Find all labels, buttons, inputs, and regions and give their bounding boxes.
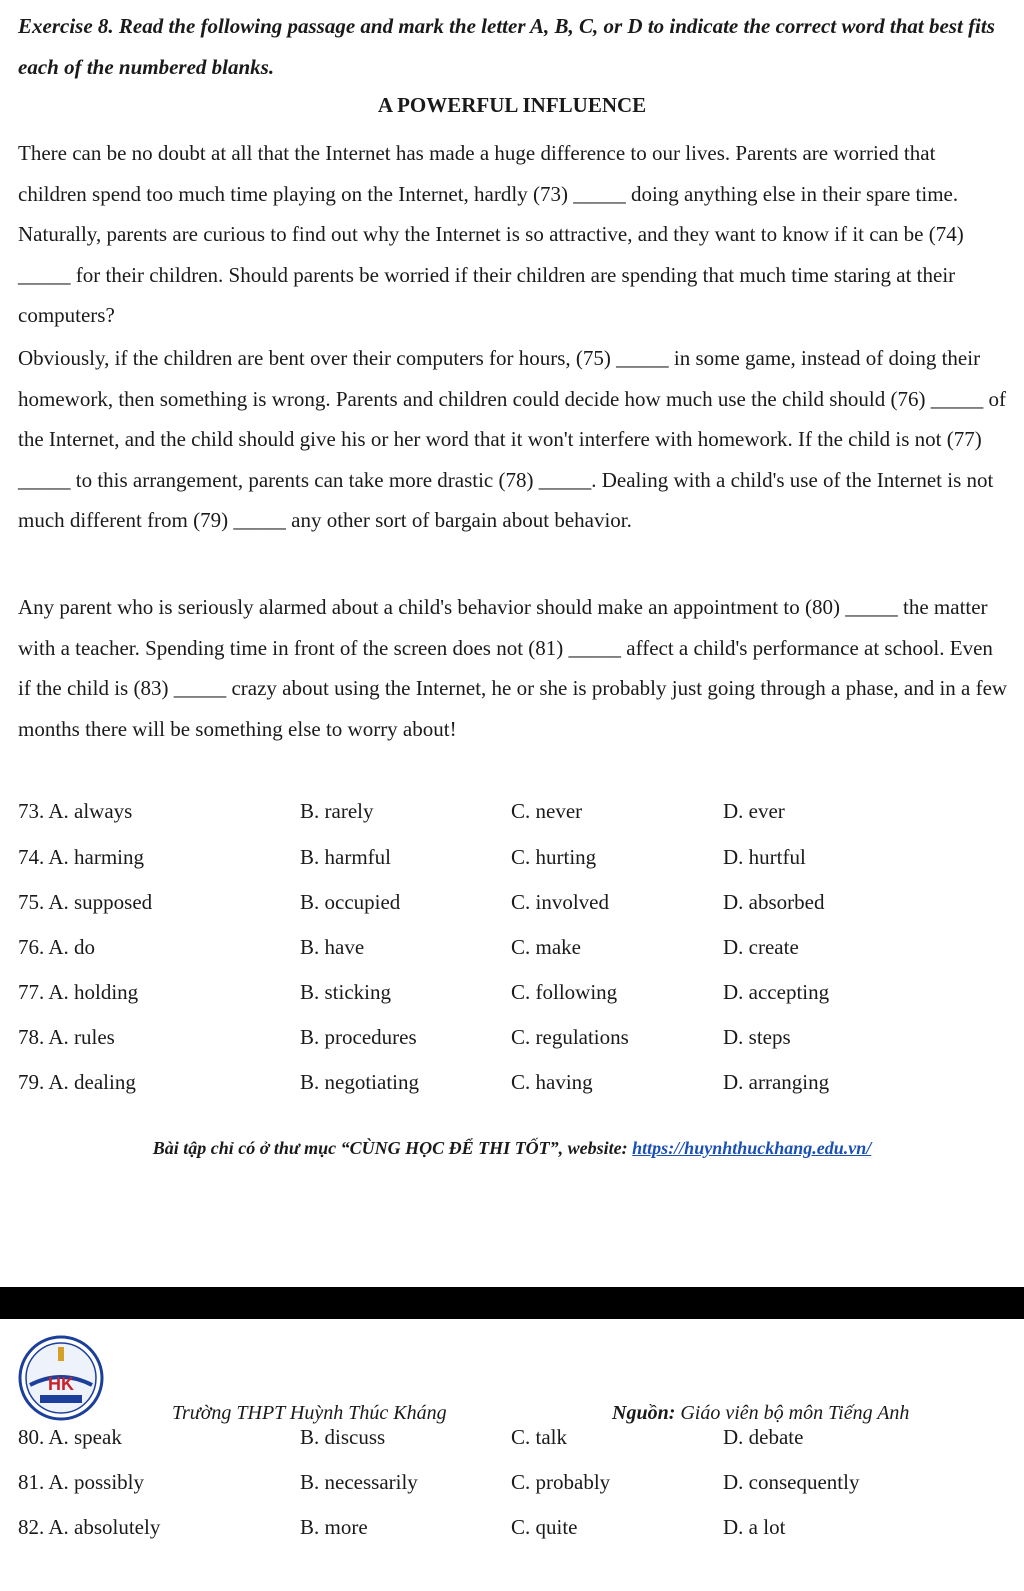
option-d: D. consequently bbox=[723, 1470, 860, 1494]
question-row bbox=[18, 845, 1008, 875]
school-logo-icon bbox=[18, 1335, 104, 1421]
website-link[interactable]: https://huynhthuckhang.edu.vn/ bbox=[632, 1138, 872, 1158]
question-row bbox=[18, 1470, 1008, 1500]
passage-title: A POWERFUL INFLUENCE bbox=[377, 93, 647, 117]
logo-letters: HK bbox=[48, 1374, 74, 1394]
option-c: C. talk bbox=[511, 1425, 567, 1449]
option-c: C. never bbox=[511, 799, 583, 823]
option-a: 81. A. possibly bbox=[18, 1470, 145, 1494]
option-b: B. sticking bbox=[300, 980, 392, 1004]
option-c: C. probably bbox=[511, 1470, 611, 1494]
option-c: C. having bbox=[511, 1070, 593, 1094]
paragraph-3: Any parent who is seriously alarmed about a child's behavior should make an appointment to (80) _____ the matter with a teacher. Spending time in front of the screen does not (81) _____ affect a child's performance at school. Even if the child is (83) _____ crazy about using the Internet, he or she is probably just going through a phase, and in a few months there will be something else to worry about! bbox=[18, 595, 1008, 741]
option-a: 74. A. harming bbox=[18, 845, 144, 869]
option-d: D. a lot bbox=[723, 1515, 786, 1539]
page-footer bbox=[0, 1138, 1024, 1159]
option-b: B. rarely bbox=[300, 799, 374, 823]
option-b: B. occupied bbox=[300, 890, 401, 914]
option-a: 76. A. do bbox=[18, 935, 96, 959]
option-b: B. more bbox=[300, 1515, 368, 1539]
option-c: C. make bbox=[511, 935, 581, 959]
page-separator bbox=[0, 1287, 1024, 1319]
option-b: B. have bbox=[300, 935, 365, 959]
option-d: D. debate bbox=[723, 1425, 804, 1449]
question-row bbox=[18, 1025, 1008, 1055]
option-a: 80. A. speak bbox=[18, 1425, 122, 1449]
option-c: C. hurting bbox=[511, 845, 597, 869]
option-c: C. following bbox=[511, 980, 618, 1004]
option-a: 77. A. holding bbox=[18, 980, 139, 1004]
option-d: D. arranging bbox=[723, 1070, 830, 1094]
source-label: Nguồn: bbox=[612, 1402, 676, 1424]
option-c: C. quite bbox=[511, 1515, 578, 1539]
question-row bbox=[18, 890, 1008, 920]
school-name: Trường THPT Huỳnh Thúc Kháng bbox=[172, 1402, 447, 1424]
paragraph-2: Obviously, if the children are bent over their computers for hours, (75) _____ in some game, instead of doing their homework, then something is wrong. Parents and children could decide how much use the child should (76) _____ of the Internet, and the child should give his or her word that it won't interfere with homework. If the child is not (77) _____ to this arrangement, parents can take more drastic (78) _____. Dealing with a child's use of the Internet is not much different from (79) _____ any other sort of bargain about behavior. bbox=[18, 346, 1006, 532]
option-a: 75. A. supposed bbox=[18, 890, 153, 914]
footer-text: Bài tập chỉ có ở thư mục “CÙNG HỌC ĐỂ THI TỐT”, website: bbox=[152, 1138, 633, 1158]
option-d: D. hurtful bbox=[723, 845, 806, 869]
option-b: B. procedures bbox=[300, 1025, 417, 1049]
option-d: D. absorbed bbox=[723, 890, 825, 914]
source-credit bbox=[612, 1402, 909, 1425]
option-a: 82. A. absolutely bbox=[18, 1515, 161, 1539]
option-c: C. involved bbox=[511, 890, 609, 914]
question-row bbox=[18, 935, 1008, 965]
question-row bbox=[18, 980, 1008, 1010]
option-d: D. steps bbox=[723, 1025, 791, 1049]
source-text: Giáo viên bộ môn Tiếng Anh bbox=[675, 1402, 910, 1424]
option-b: B. negotiating bbox=[300, 1070, 419, 1094]
option-a: 78. A. rules bbox=[18, 1025, 115, 1049]
question-row bbox=[18, 1425, 1008, 1455]
option-b: B. necessarily bbox=[300, 1470, 418, 1494]
exercise-instruction: Exercise 8. Read the following passage and mark the letter A, B, C, or D to indicate the correct word that best fits each of the numbered blanks. bbox=[18, 14, 995, 79]
option-c: C. regulations bbox=[511, 1025, 629, 1049]
option-d: D. accepting bbox=[723, 980, 830, 1004]
question-row bbox=[18, 799, 1008, 829]
question-row bbox=[18, 1070, 1008, 1100]
option-a: 73. A. always bbox=[18, 799, 133, 823]
option-a: 79. A. dealing bbox=[18, 1070, 136, 1094]
option-d: D. ever bbox=[723, 799, 785, 823]
option-b: B. harmful bbox=[300, 845, 391, 869]
option-d: D. create bbox=[723, 935, 799, 959]
option-b: B. discuss bbox=[300, 1425, 386, 1449]
question-row bbox=[18, 1515, 1008, 1545]
paragraph-1: There can be no doubt at all that the Internet has made a huge difference to our lives. Parents are worried that children spend too much time playing on the Internet, hardly (73) _____ doing anything else in their spare time. Naturally, parents are curious to find out why the Internet is so attractive, and they want to know if it can be (74) _____ for their children. Should parents be worried if their children are spending that much time staring at their computers? bbox=[18, 141, 964, 327]
